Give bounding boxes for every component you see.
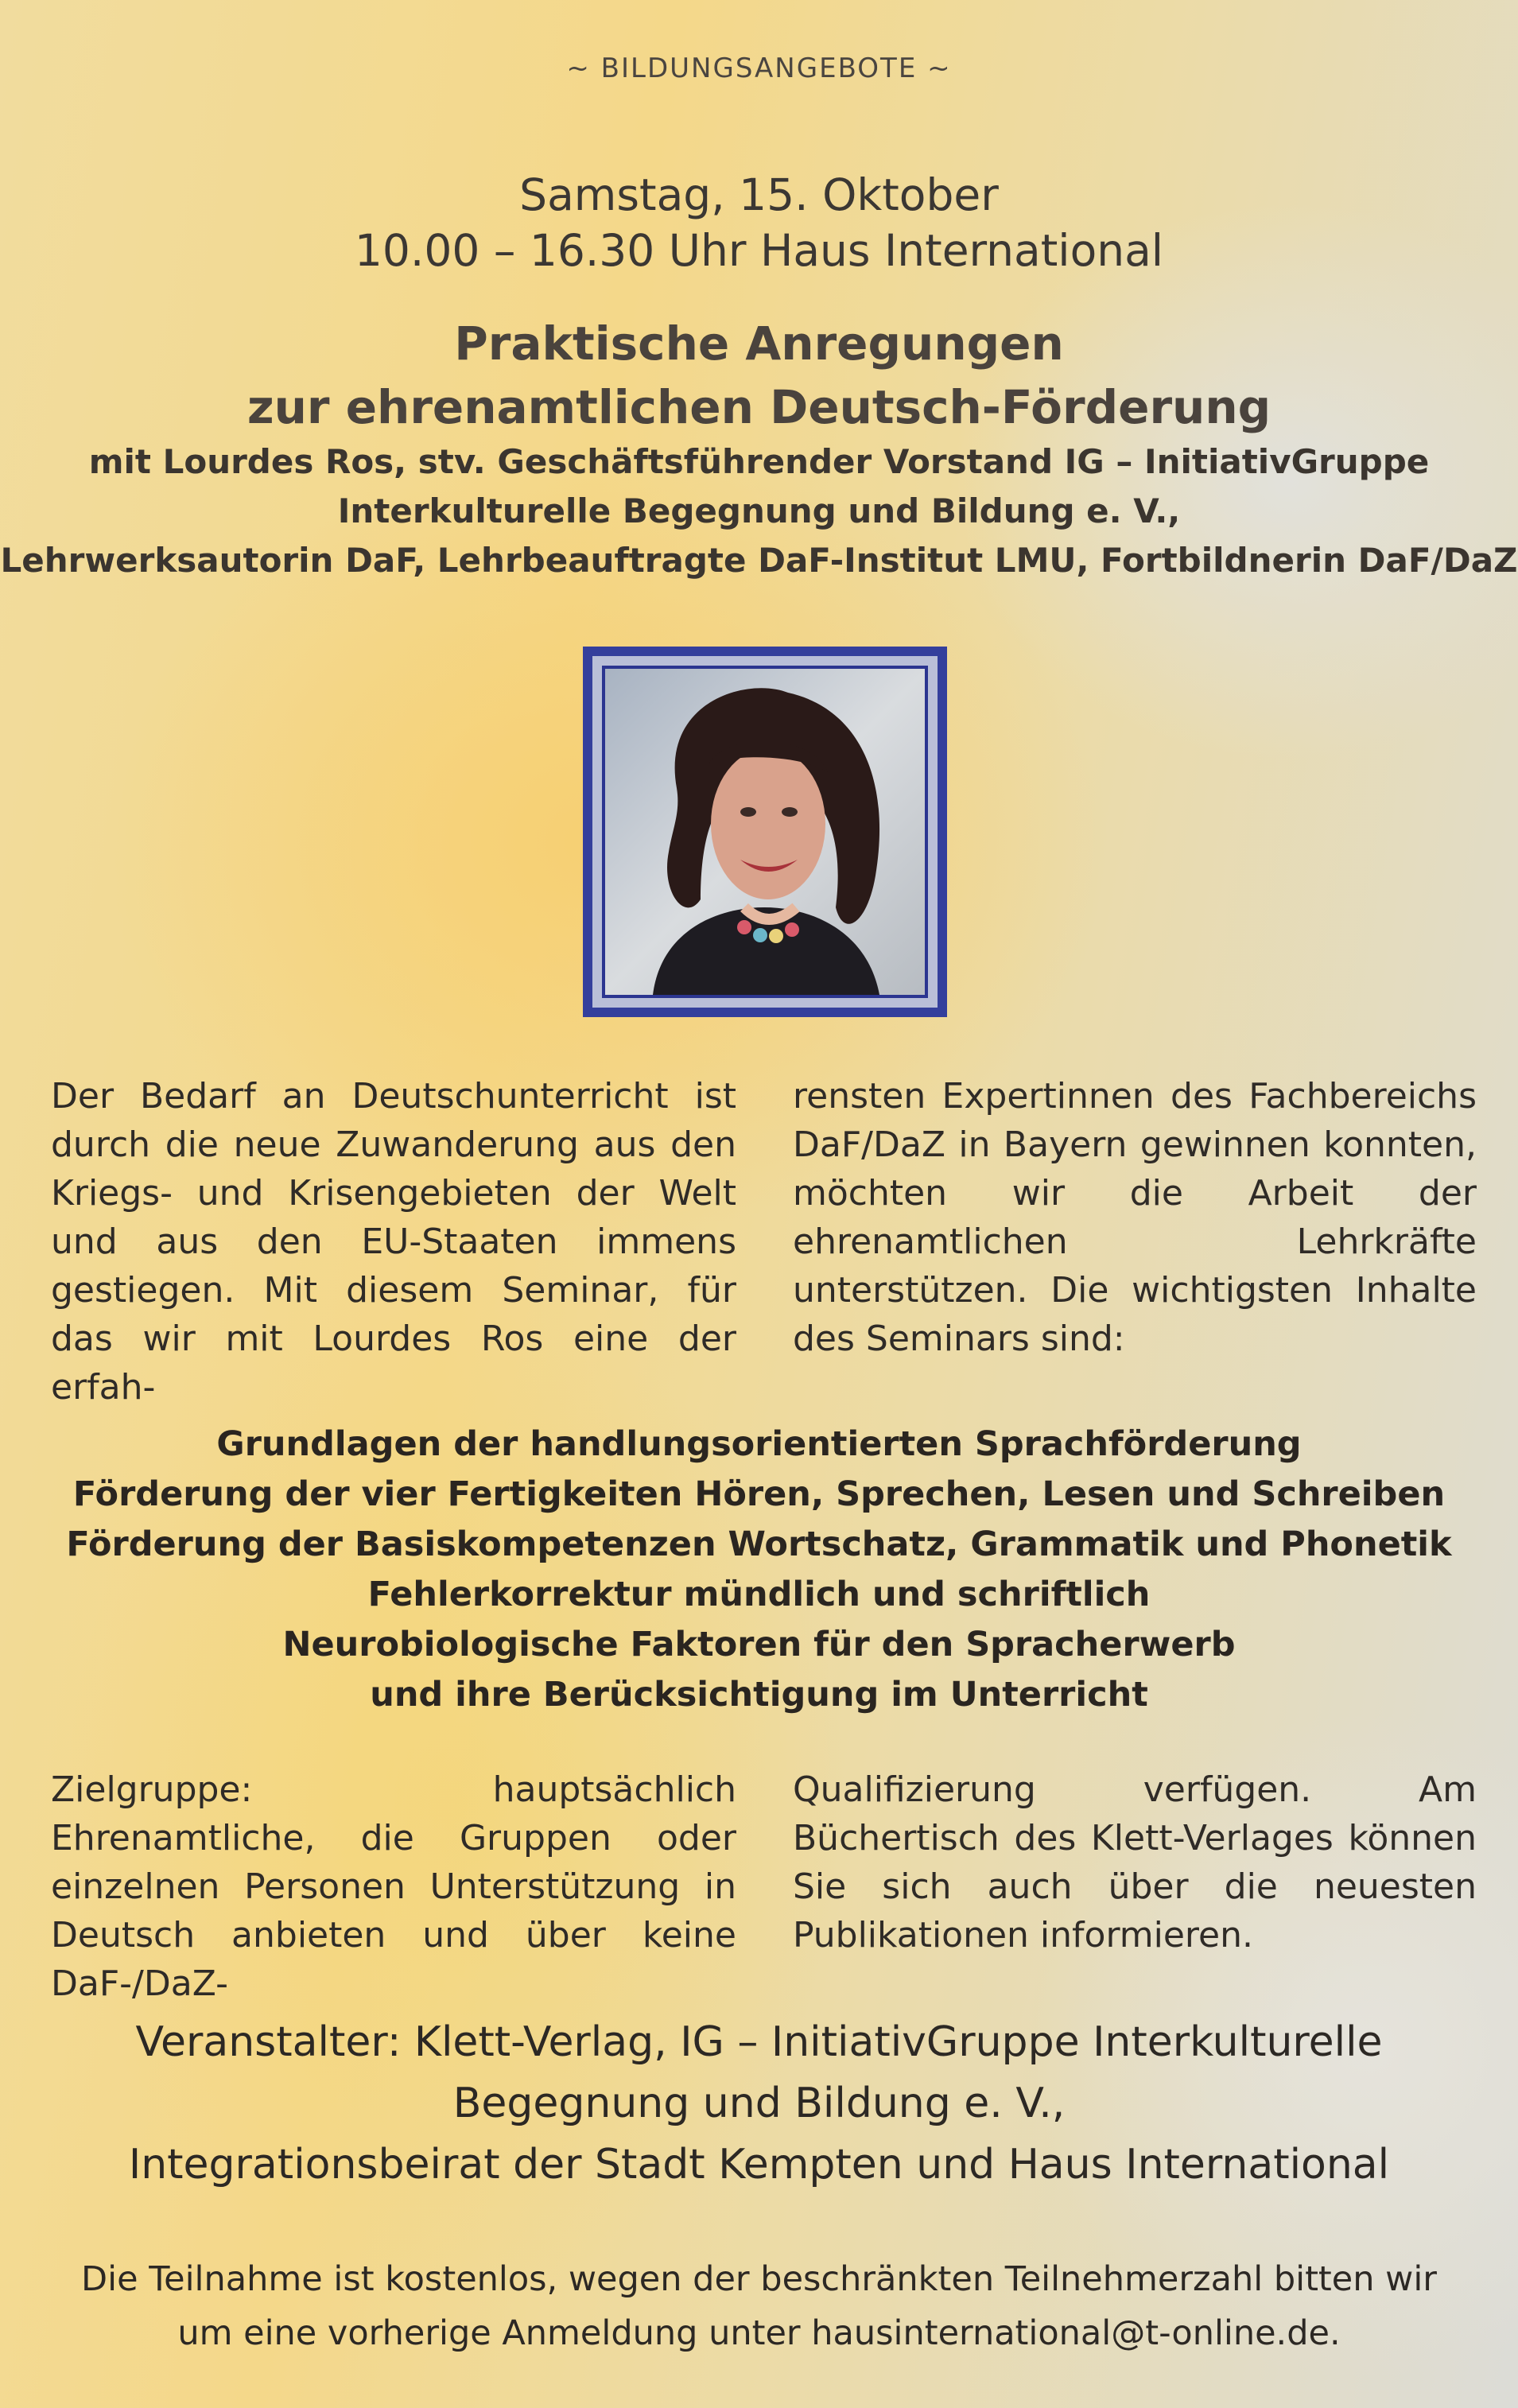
event-date-day: Samstag, 15. Oktober [519,169,999,220]
target-group-text-right: Qualifizierung verfügen. Am Büchertisch des Klett-Verlages können Sie sich auch über die neuesten Publikationen informieren. [793,1769,1477,1956]
speaker-info [0,437,1518,585]
topic-item: und ihre Berücksichtigung im Unterricht [370,1675,1148,1715]
registration-note [0,2252,1518,2360]
target-group-text-left: Zielgruppe: hauptsächlich Ehrenamtliche, die Gruppen oder einzelnen Personen Unterstützung in Deutsch anbieten und über keine DaF-/DaZ- [51,1769,736,2004]
topic-item: Grundlagen der handlungsorientierten Sprachförderung [216,1424,1302,1464]
organizer-info [0,2012,1518,2196]
registration-line-2: um eine vorherige Anmeldung unter hausinternational@t-online.de. [177,2313,1341,2353]
speaker-photo [602,666,928,998]
seminar-topics [0,1420,1518,1720]
intro-text-right: rensten Expertinnen des Fachbereichs DaF/DaZ in Bayern gewinnen konnten, möchten wir die Arbeit der ehrenamtlichen Lehrkräfte unterstützen. Die wichtigsten Inhalte des Seminars sind: [793,1076,1477,1359]
organizer-line-1: Veranstalter: Klett-Verlag, IG – InitiativGruppe Interkulturelle [135,2018,1383,2066]
organizer-line-2: Begegnung und Bildung e. V., [452,2080,1066,2127]
event-title-line-1: Praktische Anregungen [454,317,1064,371]
registration-line-1: Die Teilnahme ist kostenlos, wegen der beschränkten Teilnehmerzahl bitten wir [81,2259,1437,2299]
portrait-illustration [605,669,925,995]
organizer-line-3: Integrationsbeirat der Stadt Kempten und Haus International [128,2141,1390,2189]
section-kicker: ~ BILDUNGSANGEBOTE ~ [566,52,952,84]
event-title-line-2: zur ehrenamtlichen Deutsch-Förderung [247,380,1271,434]
topic-item: Förderung der vier Fertigkeiten Hören, Sprechen, Lesen und Schreiben [72,1474,1446,1514]
event-date [0,167,1518,278]
topic-item: Fehlerkorrektur mündlich und schriftlich [367,1575,1151,1614]
event-title [0,312,1518,439]
speaker-line-2: Interkulturelle Begegnung und Bildung e. V., [337,491,1181,530]
intro-text-left: Der Bedarf an Deutschunterricht ist durch die neue Zuwanderung aus den Kriegs- und Krisengebieten der Welt und aus den EU-Staaten immens gestiegen. Mit diesem Seminar, für das wir mit Lourdes Ros eine der erfah- [51,1076,736,1408]
speaker-line-3: Lehrwerksautorin DaF, Lehrbeauftragte DaF-Institut LMU, Fortbildnerin DaF/DaZ [0,541,1518,580]
speaker-line-1: mit Lourdes Ros, stv. Geschäftsführender Vorstand IG – InitiativGruppe [88,442,1430,481]
topic-item: Förderung der Basiskompetenzen Wortschatz, Grammatik und Phonetik [66,1524,1452,1564]
speaker-photo-frame [583,647,947,1017]
event-date-time-place: 10.00 – 16.30 Uhr Haus International [354,225,1164,276]
topic-item: Neurobiologische Faktoren für den Spracherwerb [282,1625,1236,1664]
